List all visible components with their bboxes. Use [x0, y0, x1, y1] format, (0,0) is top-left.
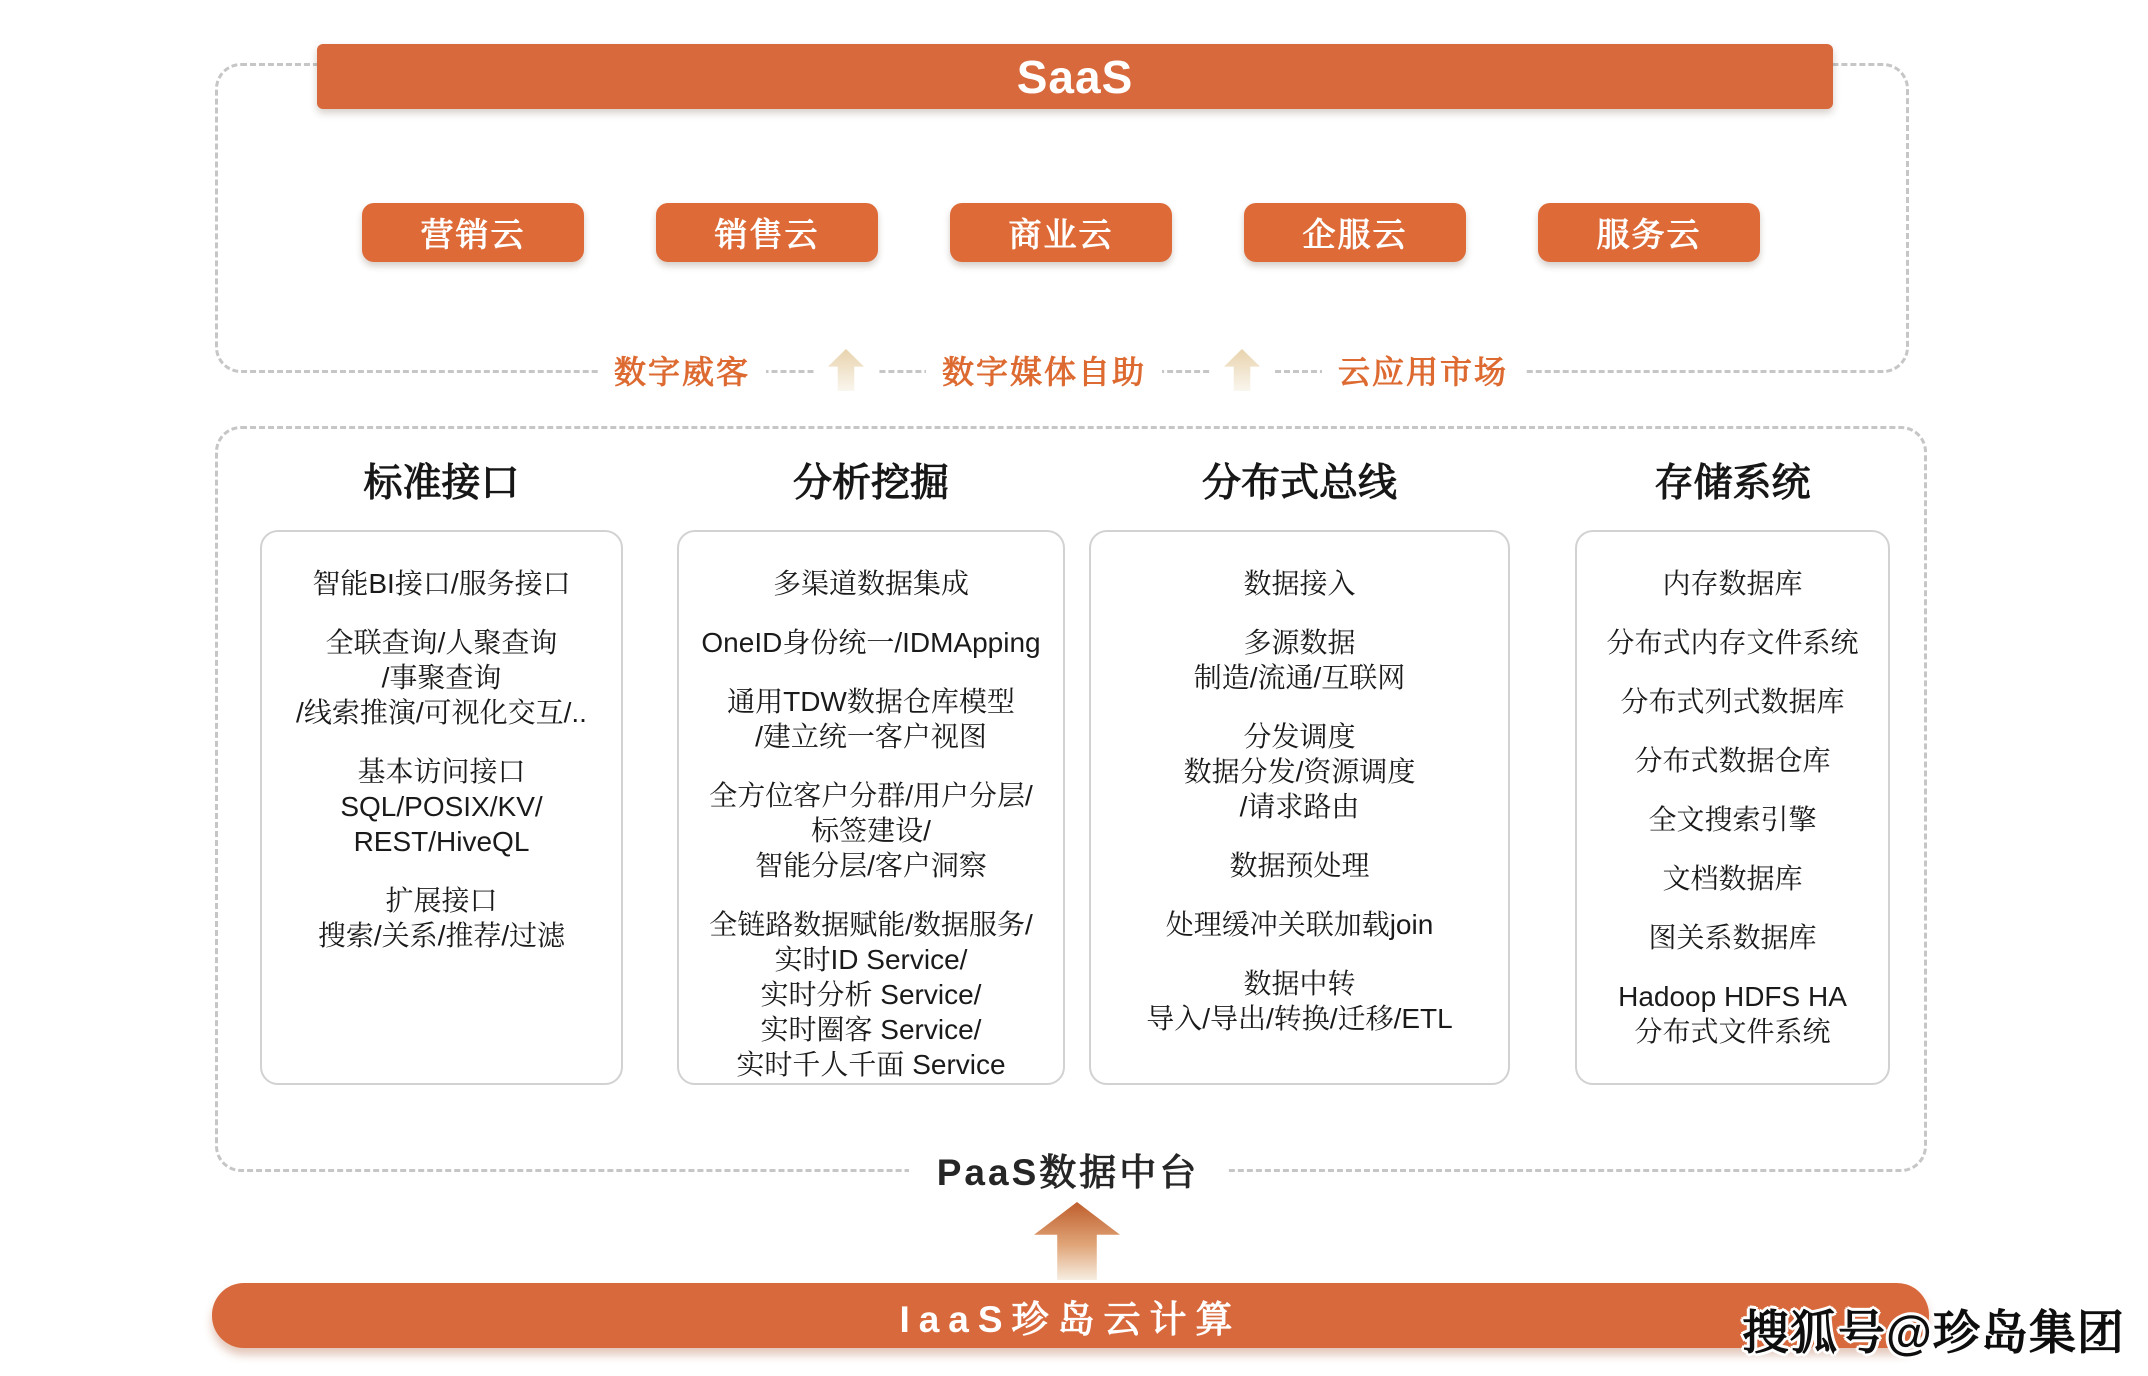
feature-line: 全联查询/人聚查询 — [325, 627, 558, 658]
feature-line: 实时圈客 Service/ — [760, 1014, 982, 1045]
feature-line: 数据预处理 — [1229, 850, 1370, 881]
feature-line: 数据接入 — [1243, 568, 1356, 599]
digital-label: 数字媒体自助 — [926, 343, 1162, 397]
feature-line: 基本访问接口 — [357, 756, 526, 787]
feature-line: /线索推演/可视化交互/.. — [296, 697, 587, 728]
cloud-button: 服务云 — [1538, 203, 1760, 262]
feature-line: SQL/POSIX/KV/ — [340, 791, 543, 822]
feature-group — [1577, 979, 1888, 1049]
saas-header-bar — [317, 44, 1833, 109]
feature-group — [679, 907, 1063, 1082]
saas-cloud-row — [215, 202, 1907, 262]
feature-group — [679, 684, 1063, 754]
feature-group — [679, 778, 1063, 883]
feature-line: REST/HiveQL — [353, 826, 530, 857]
feature-group — [1091, 566, 1508, 601]
column-title: 标准接口 — [363, 462, 520, 505]
feature-group — [1091, 907, 1508, 942]
feature-line: 分布式数据仓库 — [1634, 745, 1831, 776]
feature-line: 多渠道数据集成 — [772, 568, 969, 599]
feature-line: /请求路由 — [1239, 791, 1360, 822]
feature-line: 图关系数据库 — [1648, 922, 1817, 953]
feature-group — [1577, 920, 1888, 955]
paas-label-row — [215, 1138, 1921, 1200]
feature-group — [262, 566, 621, 601]
watermark: 搜狐号@珍岛集团 — [1742, 1306, 2125, 1359]
feature-line: /事聚查询 — [381, 662, 502, 693]
feature-group — [1091, 719, 1508, 824]
feature-group — [1577, 802, 1888, 837]
feature-line: 全文搜索引擎 — [1648, 804, 1817, 835]
feature-group — [262, 883, 621, 953]
feature-line: 分布式列式数据库 — [1620, 686, 1845, 717]
paas-column — [1575, 458, 1890, 1085]
feature-group — [262, 625, 621, 730]
feature-group — [679, 625, 1063, 660]
digital-label: 数字威客 — [598, 343, 766, 397]
paas-column — [260, 458, 623, 1085]
feature-line: Hadoop HDFS HA — [1618, 981, 1847, 1012]
feature-line: 搜索/关系/推荐/过滤 — [317, 920, 566, 951]
feature-line: 扩展接口 — [385, 885, 498, 916]
feature-group — [1091, 966, 1508, 1036]
feature-group — [1577, 861, 1888, 896]
feature-line: 实时ID Service/ — [774, 944, 968, 975]
feature-line: 智能BI接口/服务接口 — [312, 568, 571, 599]
feature-group — [679, 566, 1063, 601]
up-arrow-icon — [1224, 349, 1260, 391]
paas-column — [677, 458, 1065, 1085]
feature-line: 实时千人千面 Service — [736, 1049, 1006, 1080]
feature-line: OneID身份统一/IDMApping — [701, 627, 1041, 658]
arrow-wrapper — [1210, 347, 1274, 393]
feature-line: 多源数据 — [1243, 627, 1356, 658]
column-box — [1575, 530, 1890, 1085]
column-box — [677, 530, 1065, 1085]
up-arrow-icon — [828, 349, 864, 391]
paas-label: PaaS数据中台 — [909, 1138, 1228, 1200]
feature-group — [1577, 566, 1888, 601]
feature-line: 处理缓冲关联加载join — [1165, 909, 1434, 940]
cloud-button: 商业云 — [950, 203, 1172, 262]
feature-line: 实时分析 Service/ — [760, 979, 982, 1010]
cloud-button: 营销云 — [362, 203, 584, 262]
feature-group — [262, 754, 621, 859]
feature-group — [1577, 625, 1888, 660]
column-title: 分布式总线 — [1201, 462, 1397, 505]
feature-group — [1577, 743, 1888, 778]
feature-line: 分布式内存文件系统 — [1606, 627, 1859, 658]
feature-line: 标签建设/ — [811, 815, 931, 846]
feature-line: /建立统一客户视图 — [755, 721, 987, 752]
feature-group — [1091, 848, 1508, 883]
feature-line: 数据中转 — [1243, 968, 1356, 999]
feature-line: 智能分层/客户洞察 — [755, 850, 987, 881]
feature-group — [1577, 684, 1888, 719]
feature-line: 通用TDW数据仓库模型 — [727, 686, 1015, 717]
feature-line: 制造/流通/互联网 — [1193, 662, 1406, 693]
feature-group — [1091, 625, 1508, 695]
iaas-bar — [212, 1283, 1929, 1348]
saas-title: SaaS — [1016, 50, 1134, 103]
iaas-label: IaaS珍岛云计算 — [899, 1298, 1242, 1340]
feature-line: 文档数据库 — [1662, 863, 1803, 894]
paas-column — [1089, 458, 1510, 1085]
column-box — [260, 530, 623, 1085]
column-title: 分析挖掘 — [792, 462, 949, 505]
column-title: 存储系统 — [1654, 462, 1811, 505]
cloud-button: 销售云 — [656, 203, 878, 262]
feature-line: 分发调度 — [1243, 721, 1356, 752]
cloud-button: 企服云 — [1244, 203, 1466, 262]
feature-line: 导入/导出/转换/迁移/ETL — [1146, 1003, 1453, 1034]
feature-line: 分布式文件系统 — [1634, 1016, 1831, 1047]
column-box — [1089, 530, 1510, 1085]
digital-label: 云应用市场 — [1322, 343, 1524, 397]
feature-line: 全方位客户分群/用户分层/ — [709, 780, 1033, 811]
arrow-wrapper — [814, 347, 878, 393]
up-arrow-icon — [1034, 1202, 1120, 1280]
feature-line: 全链路数据赋能/数据服务/ — [709, 909, 1033, 940]
feature-line: 数据分发/资源调度 — [1183, 756, 1416, 787]
saas-digital-row — [215, 344, 1907, 396]
feature-line: 内存数据库 — [1662, 568, 1803, 599]
